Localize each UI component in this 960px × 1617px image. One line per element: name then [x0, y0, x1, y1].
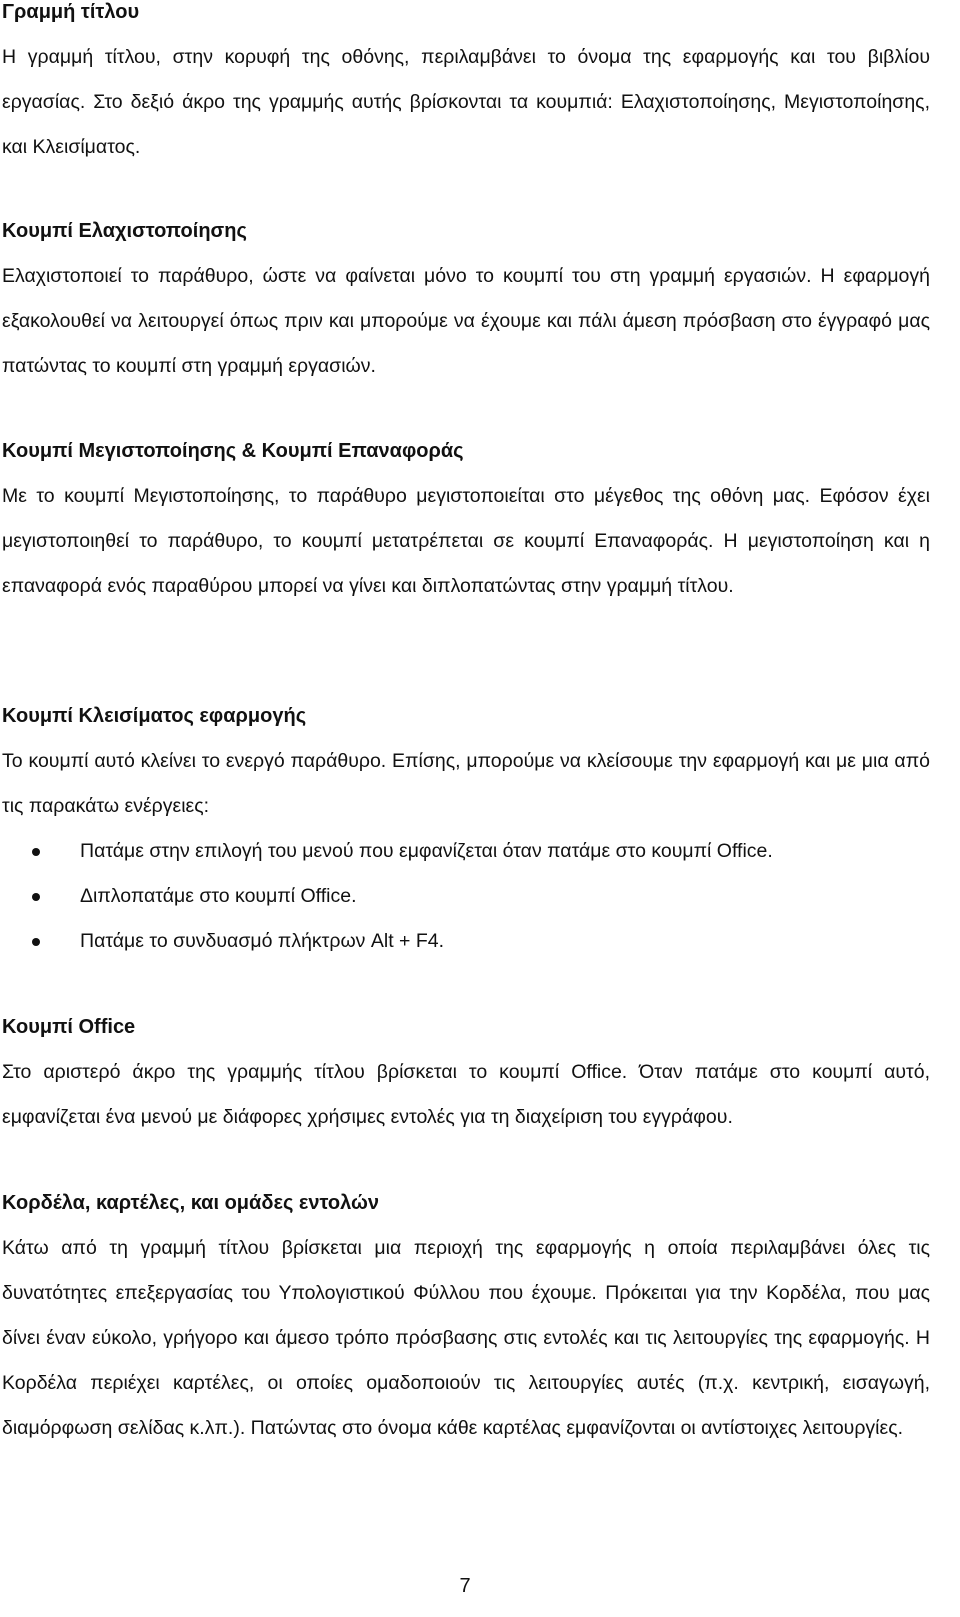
bullet-icon	[32, 938, 40, 946]
section-heading: Κουμπί Μεγιστοποίησης & Κουμπί Επαναφοράς	[2, 440, 464, 462]
section-heading: Κουμπί Κλεισίματος εφαρμογής	[2, 705, 307, 727]
section-ribbon-tabs-groups	[2, 1192, 930, 1451]
section-heading: Κουμπί Office	[2, 1016, 136, 1038]
list-item: Διπλοπατάμε στο κουμπί Office.	[2, 874, 930, 919]
list-item: Πατάμε στην επιλογή του μενού που εμφανίζεται όταν πατάμε στο κουμπί Office.	[2, 829, 930, 874]
page-number: 7	[459, 1575, 471, 1597]
section-paragraph: Η γραμμή τίτλου, στην κορυφή της οθόνης, περιλαμβάνει το όνομα της εφαρμογής και του βιβλίου εργασίας. Στο δεξιό άκρο της γραμμής αυτής βρίσκονται τα κουμπιά: Ελαχιστοποίησης, Μεγιστοποίησης, και Κλεισίματος.	[2, 46, 930, 158]
section-paragraph: Ελαχιστοποιεί το παράθυρο, ώστε να φαίνεται μόνο το κουμπί του στη γραμμή εργασιών. Η εφαρμογή εξακολουθεί να λειτουργεί όπως πριν και μπορούμε να έχουμε και πάλι άμεση πρόσβαση στο έγγραφό μας πατώντας το κουμπί στη γραμμή εργασιών.	[2, 265, 930, 377]
section-paragraph: Στο αριστερό άκρο της γραμμής τίτλου βρίσκεται το κουμπί Office. Όταν πατάμε στο κουμπί αυτό, εμφανίζεται ένα μενού με διάφορες χρήσιμες εντολές για τη διαχείριση του εγγράφου.	[2, 1061, 930, 1128]
section-heading: Γραμμή τίτλου	[2, 1, 140, 23]
section-paragraph: Το κουμπί αυτό κλείνει το ενεργό παράθυρο. Επίσης, μπορούμε να κλείσουμε την εφαρμογή και με μια από τις παρακάτω ενέργειες:	[2, 750, 930, 817]
section-heading: Κορδέλα, καρτέλες, και ομάδες εντολών	[2, 1192, 380, 1214]
section-heading: Κουμπί Ελαχιστοποίησης	[2, 220, 247, 242]
section-minimize-button	[2, 220, 930, 389]
section-title-bar	[2, 1, 930, 170]
section-close-button	[2, 705, 930, 964]
section-maximize-restore-button	[2, 440, 930, 609]
section-paragraph: Κάτω από τη γραμμή τίτλου βρίσκεται μια περιοχή της εφαρμογής η οποία περιλαμβάνει όλες τις δυνατότητες επεξεργασίας του Υπολογιστικού Φύλλου που έχουμε. Πρόκειται για την Κορδέλα, που μας δίνει έναν εύκολο, γρήγορο και άμεσο τρόπο πρόσβασης στις εντολές και τις λειτουργίες της εφαρμογής. Η Κορδέλα περιέχει καρτέλες, οι οποίες ομαδοποιούν τις λειτουργίες αυτές (π.χ. κεντρική, εισαγωγή, διαμόρφωση σελίδας κ.λπ.). Πατώντας στο όνομα κάθε καρτέλας εμφανίζονται οι αντίστοιχες λειτουργίες.	[2, 1237, 930, 1439]
list-item: Πατάμε το συνδυασμό πλήκτρων Alt + F4.	[2, 919, 930, 964]
bullet-list	[2, 829, 930, 964]
section-paragraph: Με το κουμπί Μεγιστοποίησης, το παράθυρο μεγιστοποιείται στο μέγεθος της οθόνη μας. Εφόσον έχει μεγιστοποιηθεί το παράθυρο, το κουμπί μετατρέπεται σε κουμπί Επαναφοράς. Η μεγιστοποίηση και η επαναφορά ενός παραθύρου μπορεί να γίνει και διπλοπατώντας στην γραμμή τίτλου.	[2, 485, 930, 597]
section-office-button	[2, 1016, 930, 1140]
bullet-icon	[32, 848, 40, 856]
bullet-icon	[32, 893, 40, 901]
